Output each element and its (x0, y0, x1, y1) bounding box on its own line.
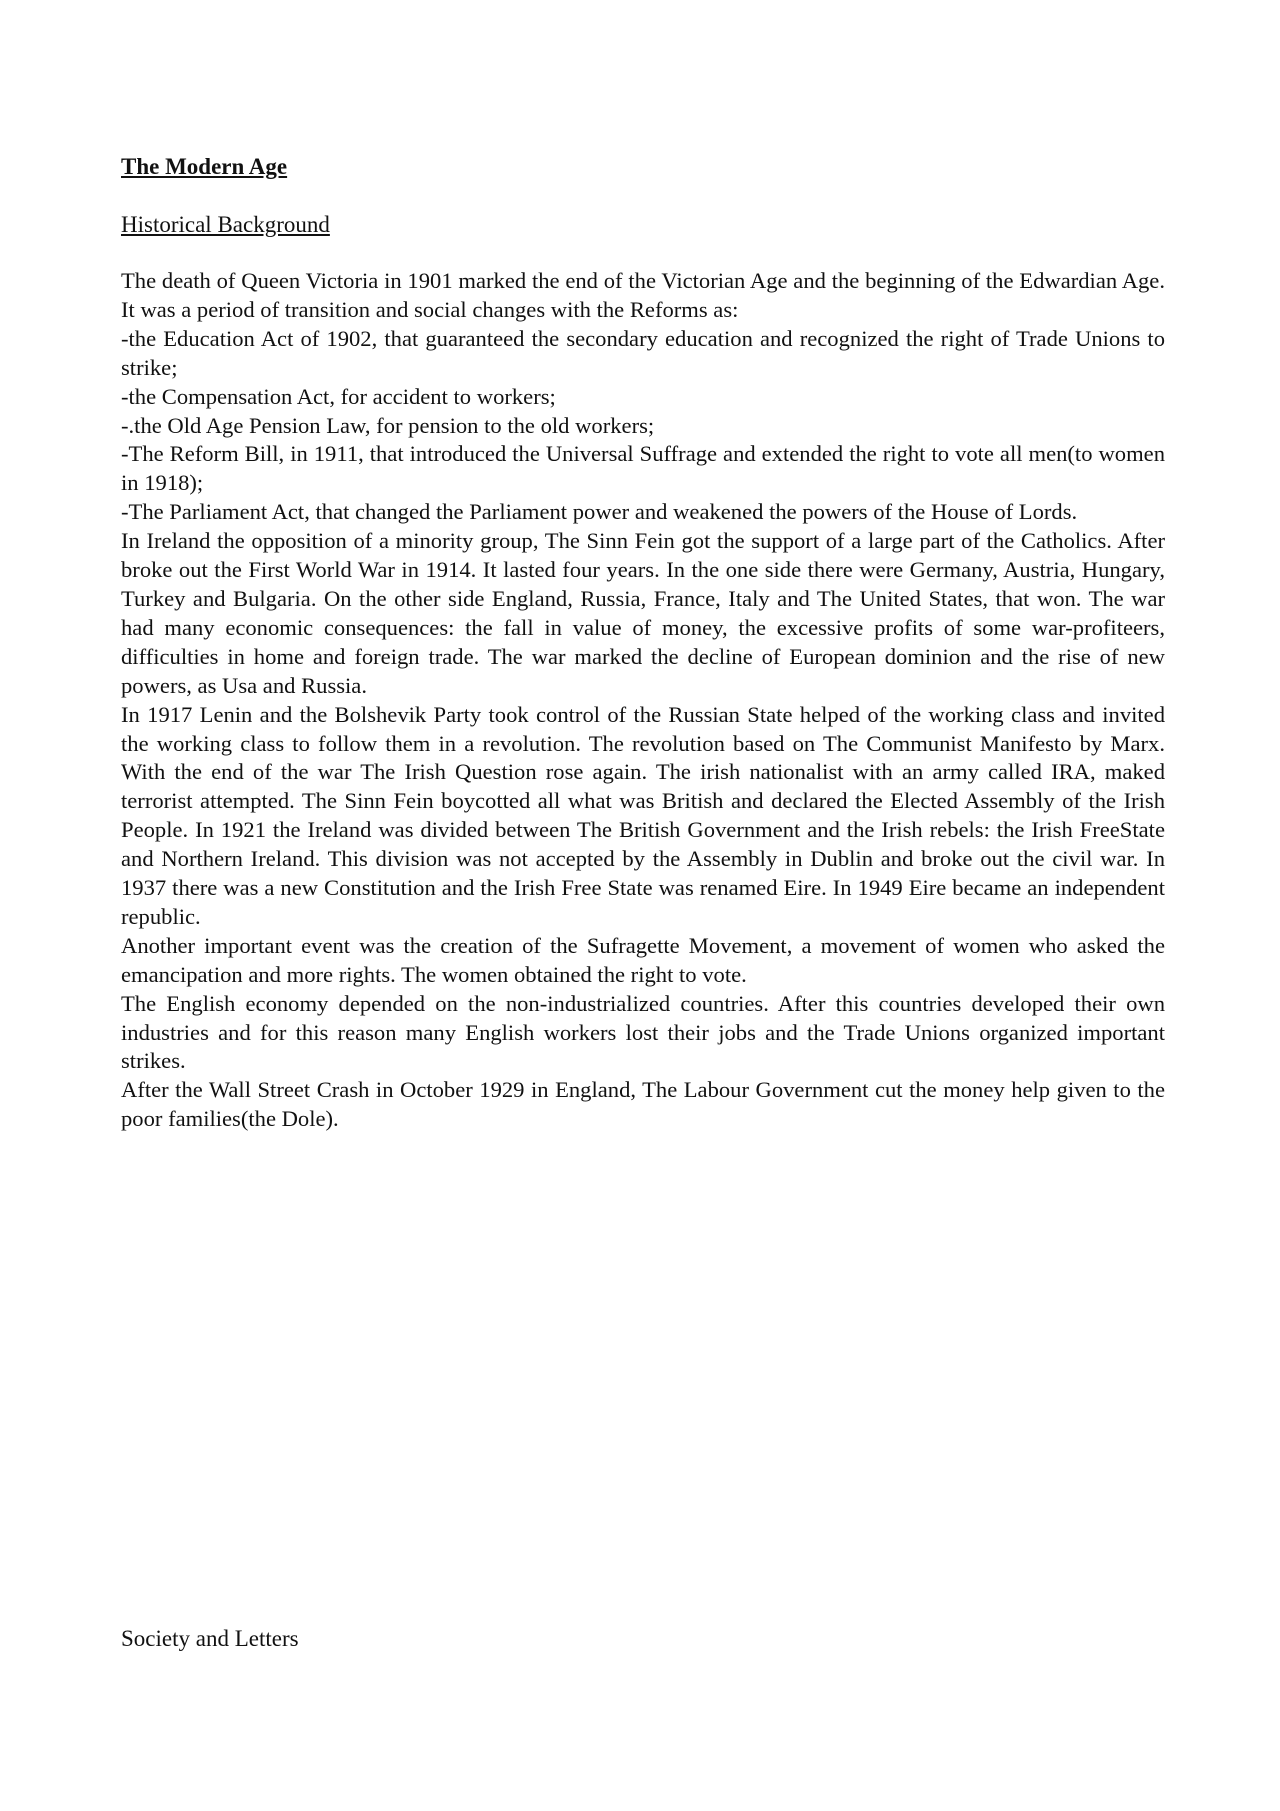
section-heading-society-and-letters: Society and Letters (121, 1626, 299, 1651)
document-content (121, 150, 1165, 1134)
paragraph: -The Parliament Act, that changed the Parliament power and weakened the powers of the House of Lords. (121, 499, 1078, 525)
paragraph: Another important event was the creation of the Sufragette Movement, a movement of women who asked the emancipation and more rights. The women obtained the right to vote. (121, 932, 1165, 987)
paragraph: -the Education Act of 1902, that guaranteed the secondary education and recognized the right of Trade Unions to strike; (121, 325, 1165, 380)
paragraph: -the Compensation Act, for accident to workers; (121, 383, 556, 409)
paragraph: -The Reform Bill, in 1911, that introduced the Universal Suffrage and extended the right to vote all men(to women in 1918); (121, 441, 1165, 496)
page-title: The Modern Age (121, 154, 288, 179)
section-heading-historical-background: Historical Background (121, 212, 330, 237)
paragraph: The English economy depended on the non-industrialized countries. After this countries developed their own industries and for this reason many English workers lost their jobs and the Trade Unions organized important strikes. (121, 990, 1165, 1074)
paragraph: -.the Old Age Pension Law, for pension to the old workers; (121, 412, 655, 438)
paragraph: In Ireland the opposition of a minority group, The Sinn Fein got the support of a large part of the Catholics. After broke out the First World War in 1914. It lasted four years. In the one side there were Germany, Austria, Hungary, Turkey and Bulgaria. On the other side England, Russia, France, Italy and The United States, that won. The war had many economic consequences: the fall in value of money, the excessive profits of some war-profiteers, difficulties in home and foreign trade. The war marked the decline of European dominion and the rise of new powers, as Usa and Russia. (121, 528, 1165, 698)
paragraph: In 1917 Lenin and the Bolshevik Party took control of the Russian State helped of the working class and invited the working class to follow them in a revolution. The revolution based on The Communist Manifesto by Marx. With the end of the war The Irish Question rose again. The irish nationalist with an army called IRA, maked terrorist attempted. The Sinn Fein boycotted all what was British and declared the Elected Assembly of the Irish People. In 1921 the Ireland was divided between The British Government and the Irish rebels: the Irish FreeState and Northern Ireland. This division was not accepted by the Assembly in Dublin and broke out the civil war. In 1937 there was a new Constitution and the Irish Free State was renamed Eire. In 1949 Eire became an independent republic. (121, 701, 1165, 929)
paragraph: The death of Queen Victoria in 1901 marked the end of the Victorian Age and the beginning of the Edwardian Age. It was a period of transition and social changes with the Reforms as: (121, 268, 1165, 322)
body-text (121, 267, 1165, 1134)
paragraph: After the Wall Street Crash in October 1929 in England, The Labour Government cut the money help given to the poor families(the Dole). (121, 1077, 1165, 1132)
